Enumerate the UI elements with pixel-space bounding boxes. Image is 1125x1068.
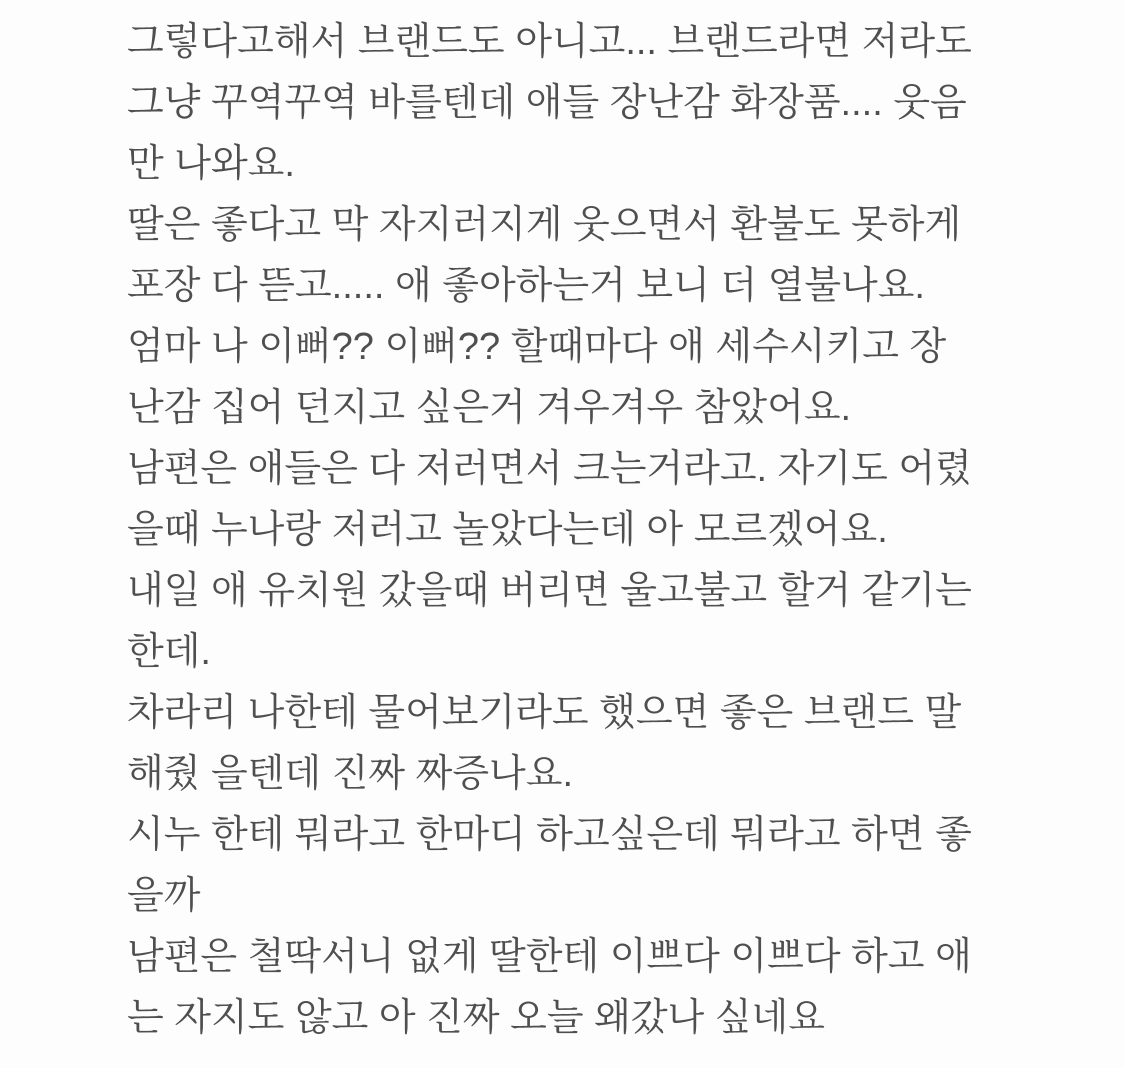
text-line: 그렇다고해서 브랜드도 아니고... 브랜드라면 저라도 <box>127 21 972 63</box>
text-line: 시누 한테 뭐라고 한마디 하고싶은데 뭐라고 하면 좋 <box>127 814 972 856</box>
text-line: 한데. <box>127 631 211 673</box>
text-line: 내일 애 유치원 갔을때 버리면 울고불고 할거 같기는 <box>127 570 972 612</box>
text-line: 그냥 꾸역꾸역 바를텐데 애들 장난감 화장품.... 웃음 <box>127 82 967 124</box>
text-line: 차라리 나한테 물어보기라도 했으면 좋은 브랜드 말 <box>127 692 962 734</box>
text-line: 엄마 나 이뻐?? 이뻐?? 할때마다 애 세수시키고 장 <box>127 326 947 368</box>
text-line: 남편은 철딱서니 없게 딸한테 이쁘다 이쁘다 하고 애 <box>127 936 972 978</box>
text-line: 난감 집어 던지고 싶은거 겨우겨우 참았어요. <box>127 387 852 429</box>
text-line: 만 나와요. <box>127 143 295 185</box>
text-line: 을때 누나랑 저러고 놀았다는데 아 모르겠어요. <box>127 509 888 551</box>
text-line: 포장 다 뜯고..... 애 좋아하는거 보니 더 열불나요. <box>127 265 925 307</box>
text-line: 남편은 애들은 다 저러면서 크는거라고. 자기도 어렸 <box>127 448 972 490</box>
text-line: 는 자지도 않고 아 진짜 오늘 왜갔나 싶네요 <box>127 997 825 1039</box>
text-line: 딸은 좋다고 막 자지러지게 웃으면서 환불도 못하게 <box>127 204 962 246</box>
text-line: 해줬 을텐데 진짜 짜증나요. <box>127 753 574 795</box>
post-body <box>127 12 1027 1049</box>
text-line: 을까 <box>127 875 201 917</box>
